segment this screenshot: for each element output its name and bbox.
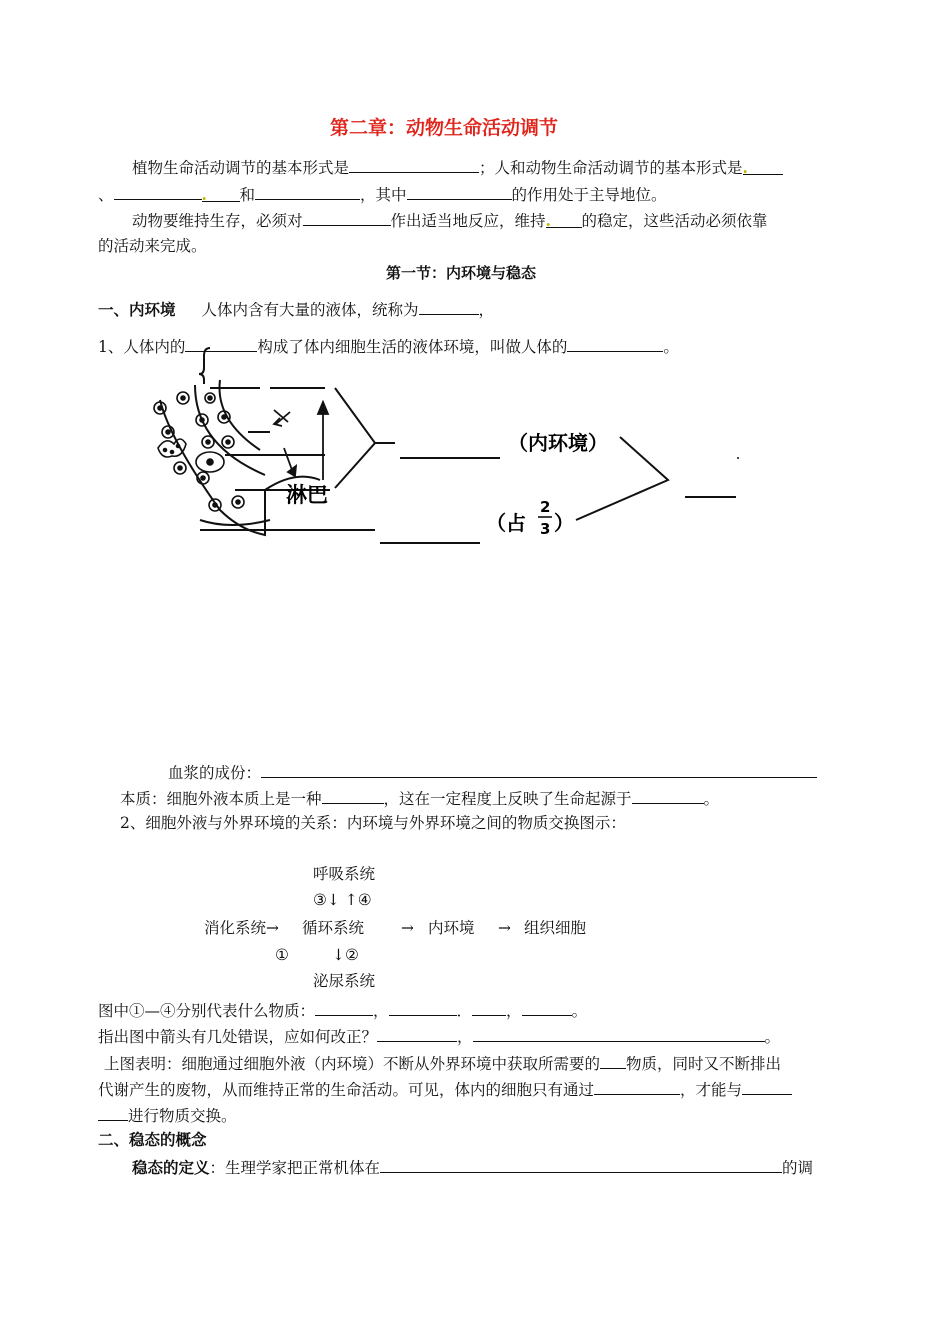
blank[interactable] [322, 787, 384, 804]
blank[interactable] [389, 999, 457, 1016]
conclusion-text: 上图表明：细胞通过细胞外液（内环境）不断从外界环境中获取所需要的 [104, 1055, 601, 1073]
conclusion-line-3 [98, 1104, 237, 1126]
blank[interactable] [261, 761, 817, 778]
mark-dot: . [201, 185, 207, 204]
definition-text: 的调 [782, 1159, 814, 1177]
blank[interactable] [632, 787, 704, 804]
conclusion-text: 代谢产生的废物，从而维持正常的生命活动。可见，体内的细胞只有通过 [98, 1081, 595, 1099]
body-fluid-diagram [140, 340, 750, 560]
essence-text: ，这在一定程度上反映了生命起源于 [383, 790, 632, 808]
brace-mark [199, 348, 210, 384]
separator: ， [457, 1028, 473, 1046]
chapter-title: 第二章：动物生命活动调节 [330, 117, 559, 139]
digestive-system: 消化系统→ [204, 919, 279, 937]
intro-line-4: 的活动来完成。 [98, 237, 207, 255]
intro-line-2 [98, 183, 667, 205]
conclusion-text: 进行物质交换。 [128, 1107, 237, 1125]
mark-dot: . [545, 211, 551, 230]
separator: 。 [764, 1028, 781, 1046]
essence-line [120, 787, 719, 809]
intro-text: 的作用处于主导地位。 [511, 186, 667, 204]
blank[interactable] [419, 298, 479, 315]
definition-line [132, 1156, 813, 1178]
arrows-3-4: ③↓ ↑④ [313, 891, 372, 909]
arrow-2: ↓② [332, 946, 359, 964]
blank[interactable] [255, 183, 360, 200]
mark-dot: . [742, 158, 748, 177]
separator: ， [506, 1002, 522, 1020]
blank[interactable] [472, 999, 506, 1016]
arrow-to-tissue: → [498, 919, 511, 937]
internal-environment: 内环境 [428, 919, 475, 937]
blank[interactable] [380, 1156, 782, 1173]
separator: ， [373, 1002, 389, 1020]
essence-text: 。 [703, 790, 720, 808]
blank[interactable] [202, 185, 240, 202]
conclusion-line-2 [98, 1078, 792, 1100]
item-text: 构成了体内细胞生活的液体环境，叫做人体的 [257, 338, 568, 356]
conclusion-line-1 [104, 1052, 781, 1074]
blank[interactable] [546, 211, 582, 228]
question-2 [98, 1025, 780, 1047]
item-text: 。 [663, 338, 679, 356]
definition-label: 稳态的定义 [132, 1158, 210, 1177]
blank[interactable] [522, 999, 572, 1016]
separator: ． [456, 1002, 473, 1020]
blank[interactable] [349, 156, 479, 173]
plasma-label: 血浆的成份： [168, 764, 262, 782]
circulatory-system: 循环系统 [302, 919, 365, 937]
blank[interactable] [98, 1104, 128, 1121]
inner-env-line [98, 298, 494, 320]
share-label-close: ） [554, 511, 574, 535]
blank[interactable] [600, 1052, 626, 1069]
item-2-line: 2、细胞外液与外界环境的关系：内环境与外界环境之间的物质交换图示： [120, 814, 626, 832]
intro-line-1 [132, 156, 783, 178]
circle-1: ① [275, 946, 289, 964]
intro-text: 的稳定，这些活动必须依靠 [581, 212, 768, 230]
tissue-cells: 组织细胞 [524, 919, 587, 937]
inner-env-text: 人体内含有大量的液体，统称为 [201, 301, 419, 319]
blank[interactable] [407, 183, 512, 200]
respiratory-system: 呼吸系统 [313, 865, 376, 883]
blank[interactable] [473, 1025, 765, 1042]
blank[interactable] [742, 1078, 792, 1095]
blank[interactable] [114, 183, 202, 200]
intro-text: ，其中 [360, 186, 407, 204]
conclusion-text: ，才能与 [680, 1081, 743, 1099]
question-text: 图中①—④分别代表什么物质： [98, 1002, 316, 1020]
essence-text: 本质：细胞外液本质上是一种 [120, 790, 322, 808]
intro-text: 作出适当地反应，维持 [390, 212, 546, 230]
blank[interactable] [303, 209, 391, 226]
urinary-system: 泌尿系统 [313, 972, 376, 990]
intro-line-3 [132, 209, 768, 231]
conclusion-text: 物质，同时又不断排出 [626, 1055, 782, 1073]
plasma-line [168, 761, 817, 783]
blank[interactable] [594, 1078, 680, 1095]
blank[interactable] [743, 158, 783, 175]
question-1 [98, 999, 587, 1021]
inner-env-text: ， [478, 301, 495, 319]
steady-state-heading: 二、稳态的概念 [98, 1130, 207, 1149]
item-text: 1、人体内的 [98, 338, 186, 356]
intro-text: ；人和动物生命活动调节的基本形式是 [479, 159, 743, 177]
intro-text: 、 [98, 186, 114, 204]
intro-text: 植物生命活动调节的基本形式是 [132, 159, 350, 177]
intro-text: 动物要维持生存，必须对 [132, 212, 303, 230]
blank[interactable] [315, 999, 373, 1016]
definition-text: ：生理学家把正常机体在 [209, 1159, 381, 1177]
section-heading: 第一节：内环境与稳态 [386, 264, 537, 282]
inner-env-label: （内环境） [508, 431, 608, 455]
separator: 。 [571, 1002, 588, 1020]
fraction-denominator: 3 [540, 520, 551, 538]
question-text: 指出图中箭头有几处错误，应如何改正？ [98, 1028, 378, 1046]
share-label: （占 [486, 511, 526, 535]
blank[interactable] [377, 1025, 457, 1042]
fraction-numerator: 2 [540, 498, 551, 516]
intro-text: 和 [239, 186, 256, 204]
arrow-to-internal: → [401, 919, 414, 937]
lymph-label: 淋巴 [286, 483, 328, 507]
subheading: 一、内环境 [98, 300, 176, 319]
